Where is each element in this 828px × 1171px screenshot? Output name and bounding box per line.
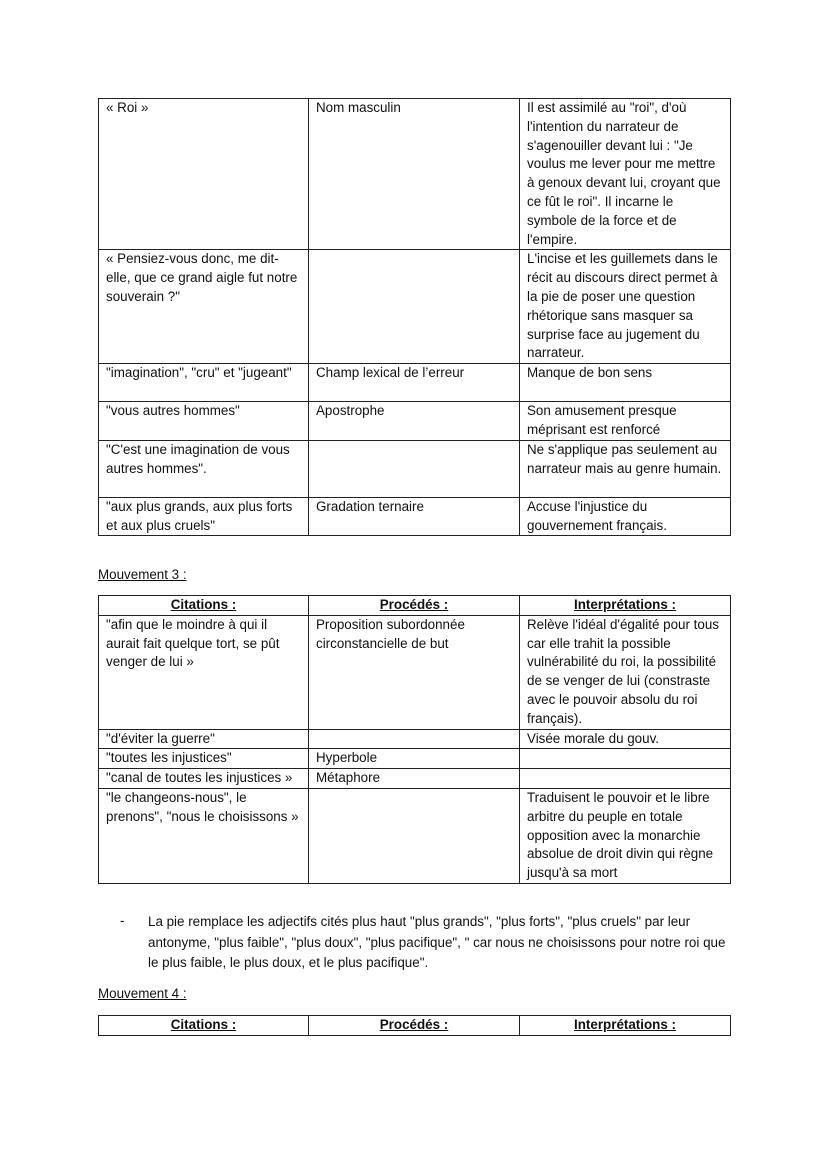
- citation-cell: "toutes les injustices": [99, 749, 309, 769]
- section-heading-mouvement-4: Mouvement 4 :: [98, 986, 187, 1001]
- citation-cell: "aux plus grands, aux plus forts et aux plus cruels": [99, 497, 309, 536]
- procede-cell: Champ lexical de l’erreur: [309, 364, 520, 402]
- header-citations: Citations :: [99, 1016, 309, 1036]
- table-row: [99, 440, 731, 497]
- interpretation-cell: Ne s'applique pas seulement au narrateur mais au genre humain.: [520, 440, 731, 497]
- table-row: [99, 99, 731, 250]
- table-row: [99, 250, 731, 364]
- interpretation-cell: Relève l'idéal d'égalité pour tous car elle trahit la possible vulnérabilité du roi, la possibilité de se venger de lui (constraste avec le pouvoir absolu du roi français).: [520, 615, 731, 729]
- analysis-table-mouvement-2: [98, 98, 731, 536]
- interpretation-cell: Manque de bon sens: [520, 364, 731, 402]
- procede-cell: Métaphore: [309, 769, 520, 789]
- analysis-table-mouvement-3: [98, 595, 731, 884]
- procede-cell: [309, 788, 520, 883]
- citation-cell: "d'éviter la guerre": [99, 729, 309, 749]
- citation-cell: "le changeons-nous", le prenons", "nous le choisissons »: [99, 788, 309, 883]
- header-interpretations: Interprétations :: [520, 1016, 731, 1036]
- interpretation-cell: Il est assimilé au "roi", d'où l'intention du narrateur de s'agenouiller devant lui : "Je voulus me lever pour me mettre à genoux devant lui, croyant que ce fût le roi". Il incarne le symbole de la force et de l'empire.: [520, 99, 731, 250]
- procede-cell: Nom masculin: [309, 99, 520, 250]
- procede-cell: Apostrophe: [309, 402, 520, 441]
- citation-cell: « Pensiez-vous donc, me dit-elle, que ce grand aigle fut notre souverain ?": [99, 250, 309, 364]
- table-row: [99, 769, 731, 789]
- interpretation-cell: Visée morale du gouv.: [520, 729, 731, 749]
- interpretation-cell: Accuse l'injustice du gouvernement français.: [520, 497, 731, 536]
- section-heading-mouvement-3: Mouvement 3 :: [98, 567, 187, 582]
- citation-cell: "canal de toutes les injustices »: [99, 769, 309, 789]
- bullet-dash: -: [120, 913, 125, 928]
- bullet-note: [120, 912, 730, 974]
- analysis-table-mouvement-4: [98, 1015, 731, 1036]
- procede-cell: Proposition subordonnée circonstancielle de but: [309, 615, 520, 729]
- citation-cell: « Roi »: [99, 99, 309, 250]
- table-row: [99, 402, 731, 441]
- citation-cell: "imagination", "cru" et "jugeant": [99, 364, 309, 402]
- citation-cell: "C'est une imagination de vous autres hommes".: [99, 440, 309, 497]
- interpretation-cell: Traduisent le pouvoir et le libre arbitre du peuple en totale opposition avec la monarchie absolue de droit divin qui règne jusqu'à sa mort: [520, 788, 731, 883]
- citation-cell: "vous autres hommes": [99, 402, 309, 441]
- table-header-row: [99, 596, 731, 616]
- header-interpretations: Interprétations :: [520, 596, 731, 616]
- interpretation-cell: [520, 749, 731, 769]
- table-row: [99, 749, 731, 769]
- header-procedes: Procédés :: [309, 596, 520, 616]
- interpretation-cell: Son amusement presque méprisant est renforcé: [520, 402, 731, 441]
- bullet-text: La pie remplace les adjectifs cités plus haut "plus grands", "plus forts", "plus cruels" par leur antonyme, "plus faible", "plus doux", "plus pacifique", " car nous ne choisissons pour notre roi que le plus faible, le plus doux, et le plus pacifique".: [148, 914, 726, 970]
- procede-cell: [309, 250, 520, 364]
- header-citations: Citations :: [99, 596, 309, 616]
- table-header-row: [99, 1016, 731, 1036]
- citation-cell: "afin que le moindre à qui il aurait fait quelque tort, se pût venger de lui »: [99, 615, 309, 729]
- table-row: [99, 788, 731, 883]
- header-procedes: Procédés :: [309, 1016, 520, 1036]
- table-row: [99, 729, 731, 749]
- table-row: [99, 497, 731, 536]
- procede-cell: [309, 729, 520, 749]
- table-row: [99, 615, 731, 729]
- procede-cell: [309, 440, 520, 497]
- table-row: [99, 364, 731, 402]
- interpretation-cell: [520, 769, 731, 789]
- procede-cell: Hyperbole: [309, 749, 520, 769]
- procede-cell: Gradation ternaire: [309, 497, 520, 536]
- interpretation-cell: L'incise et les guillemets dans le récit au discours direct permet à la pie de poser une question rhétorique sans masquer sa surprise face au jugement du narrateur.: [520, 250, 731, 364]
